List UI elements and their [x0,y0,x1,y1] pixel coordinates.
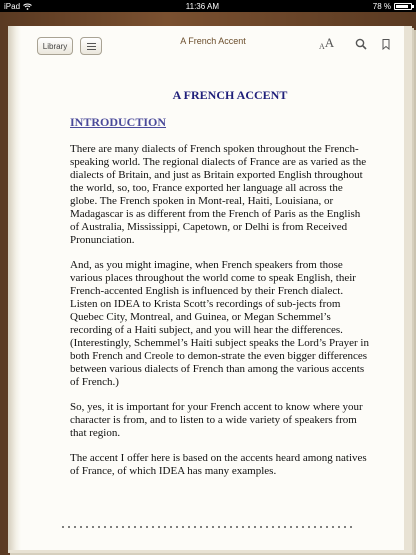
list-icon [87,43,96,50]
table-of-contents-button[interactable] [80,37,102,55]
wifi-icon [23,3,32,10]
section-heading: INTRODUCTION [70,115,167,129]
search-icon[interactable] [355,38,367,50]
paragraph: There are many dialects of French spoken throughout the French-speaking world. The regional dialects of France are as varied as the dialects of Britain, and just as Britain exported English throughout the world, so, too, France exported her language all across the globe. The French spoken in Mont-real, Haiti, Louisiana, or Madagascar is as different from the French of Paris as the English of Australia, Mississippi, Capetown, or Delhi is from Received Pronunciation. [70,143,367,246]
library-button[interactable]: Library [37,37,73,55]
chapter-title: A FRENCH ACCENT [172,88,288,102]
book-content [70,89,370,490]
battery-icon [394,3,412,10]
paragraph: So, yes, it is important for your French accent to know where your character is from, and to listen to a wide variety of speakers from that region. [70,401,363,439]
battery-percent: 78 % [372,1,391,11]
status-right [373,2,412,11]
status-left [4,2,32,11]
page-spine [9,26,21,550]
book-frame [0,12,416,555]
font-large-icon: A [324,35,335,50]
font-size-button[interactable] [319,35,334,51]
paragraph: And, as you might imagine, when French speakers from those various places throughout the world come to speak English, their French-accented English is influenced by their French dialect. Listen on IDEA to Krista Scott’s recordings of sub-jects from Quebec City, Montreal, and Guinea, or Megan Schemmel’s recording of a Haiti subject, and you will hear the differences. (Interestingly, Schemmel’s Haiti subject speaks the Lord’s Prayer in both French and Creole to demon-strate the even bigger differences between various dialects of French than among the various accents of French.) [70,259,369,388]
bookmark-icon[interactable] [382,39,390,50]
status-bar [0,0,416,12]
paragraph: The accent I offer here is based on the accents heard among natives of France, of which IDEA has many examples. [70,452,367,477]
page-scrubber[interactable] [60,526,354,528]
device-label: iPad [4,1,21,11]
book-title: A French Accent [180,36,246,46]
reader-toolbar [8,24,404,60]
font-small-icon: A [319,42,325,51]
status-time: 11:36 AM [185,1,219,11]
